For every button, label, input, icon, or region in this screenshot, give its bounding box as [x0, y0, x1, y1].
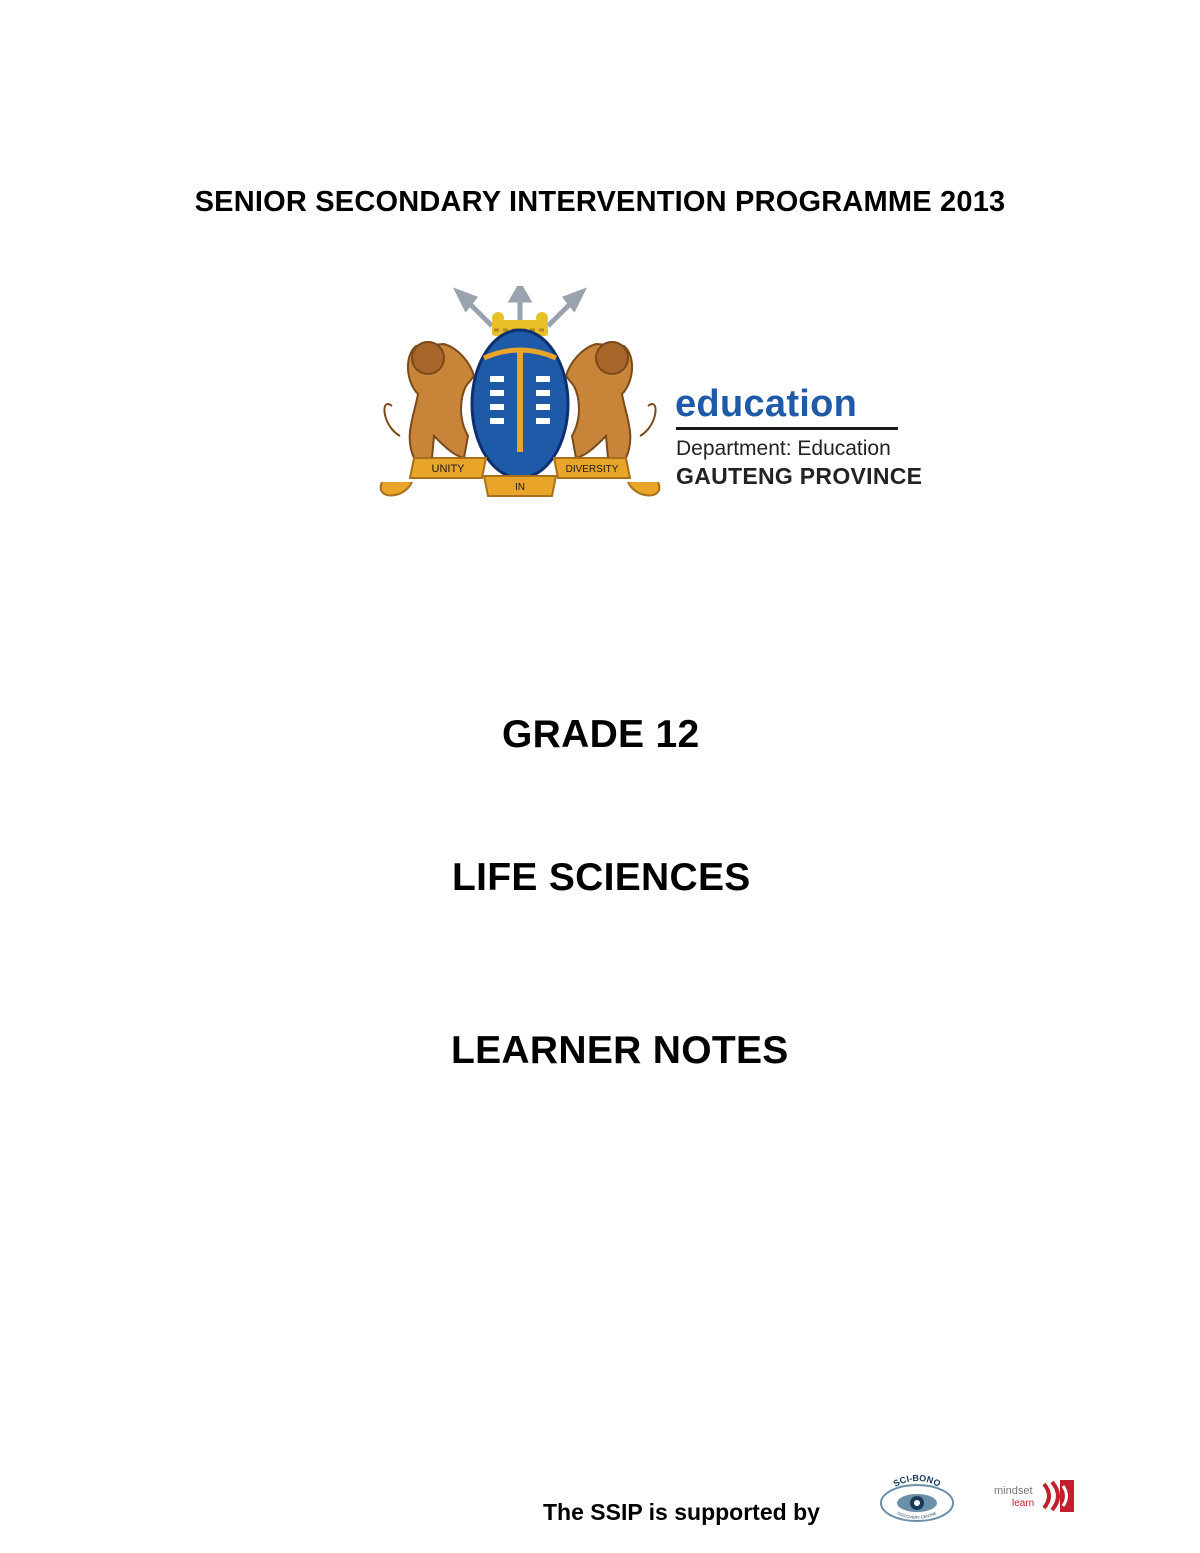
mindset-bottom: learn — [1012, 1498, 1035, 1509]
brand-word: education — [675, 383, 858, 425]
support-text: The SSIP is supported by — [543, 1499, 820, 1525]
brand-divider — [676, 427, 898, 430]
sci-bono-arc-text: SCI-BONO — [891, 1473, 943, 1489]
motto-center: IN — [515, 482, 525, 493]
svg-text:SCI-BONO — [892, 1473, 943, 1489]
shield — [472, 330, 568, 478]
mindset-top: mindset — [994, 1485, 1033, 1497]
province-line: GAUTENG PROVINCE — [676, 463, 923, 489]
mindset-learn-logo — [994, 1476, 1078, 1516]
motto-left: UNITY — [431, 463, 465, 475]
lion-left — [384, 342, 474, 458]
motto-right: DIVERSITY — [565, 464, 619, 475]
grade-heading: GRADE 12 — [502, 713, 700, 756]
sci-bono-logo — [876, 1473, 958, 1525]
subject-heading: LIFE SCIENCES — [452, 856, 751, 899]
programme-title: SENIOR SECONDARY INTERVENTION PROGRAMME 2013 — [194, 186, 1006, 218]
document-type-heading: LEARNER NOTES — [451, 1029, 789, 1072]
sci-bono-sub-text: DISCOVERY CENTRE — [896, 1510, 938, 1520]
lion-right — [566, 342, 656, 458]
gauteng-coat-of-arms — [374, 286, 666, 508]
department-line: Department: Education — [676, 437, 891, 460]
